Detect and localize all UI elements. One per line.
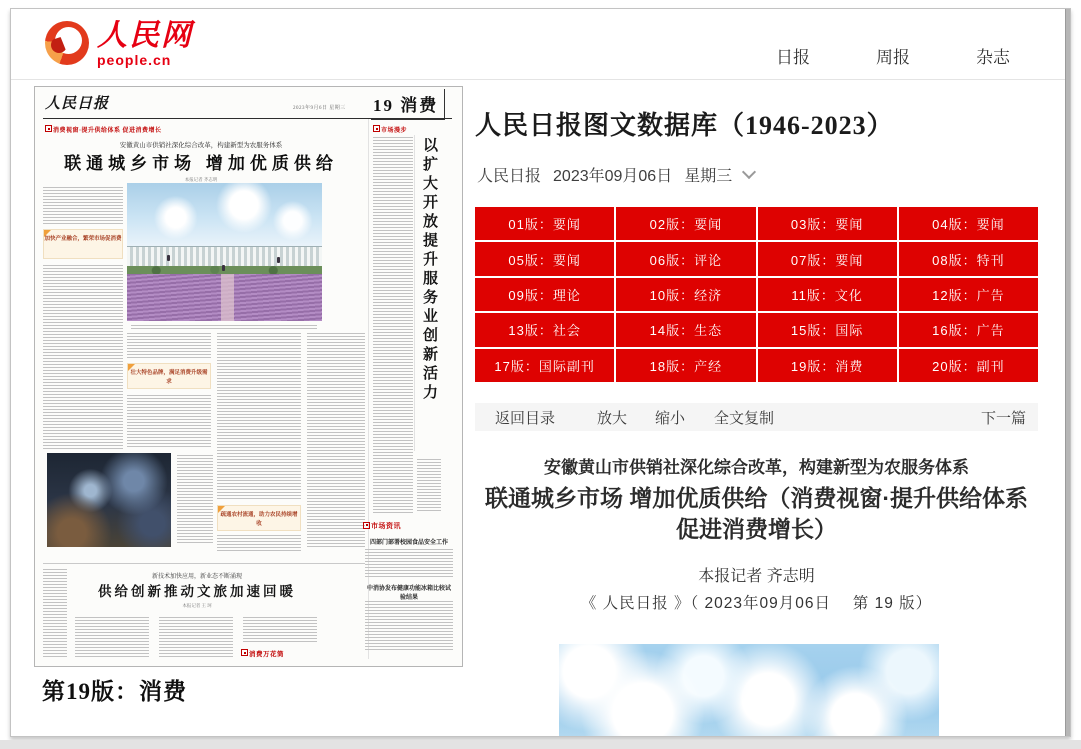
edition-link-17[interactable]: 17版：国际副刊 [475,349,614,382]
sidebar-text-columns [373,137,413,513]
red-square-icon [373,125,380,132]
person-in-field [167,255,170,261]
edition-link-18[interactable]: 18版：产经 [616,349,755,382]
paper-kaleidoscope-label: 消费万花筒 [241,649,249,656]
issue-date: 2023年09月06日 [553,168,673,185]
article-kicker: 安徽黄山市供销社深化综合改革，构建新型为农服务体系 [544,458,969,477]
nav-item-magazine[interactable]: 杂志 [976,48,1010,67]
edition-link-16[interactable]: 16版：广告 [899,313,1038,346]
top-nav [776,43,1010,68]
photo-side-caption-lines [177,455,213,543]
article-title-line1: 联通城乡市场 增加优质供给（消费视窗·提升供给体系 [484,485,1029,511]
database-title: 人民日报图文数据库（1946-2023） [475,111,894,140]
paper-byline: 本报记者 齐志明 [184,177,218,182]
red-square-icon [363,522,370,529]
peoplecn-logo[interactable] [45,21,193,67]
bottom-article-byline: 本报记者 王 珂 [182,603,212,608]
column-divider [368,119,369,659]
paper-subhead-1: 加快产业融合，繁荣市场促消费 [43,229,123,259]
paper-subhead-2: 壮大特色品牌，满足消费升级需求 [127,363,211,389]
column-divider [414,135,415,451]
edition-link-13[interactable]: 13版：社会 [475,313,614,346]
edition-link-03[interactable]: 03版：要闻 [758,207,897,240]
page-caption: 第19版：消费 [42,679,187,704]
text-columns [127,395,211,449]
paper-page-number: 19 消费 [371,89,445,120]
header-divider [11,79,1070,80]
person-in-field [222,265,225,271]
text-columns [307,333,365,547]
zoom-in-button[interactable]: 放大 [597,409,628,427]
nav-item-weekly[interactable]: 周报 [876,48,910,67]
paper-masthead: 人民日报 [45,96,110,112]
article-source: 《 人民日报 》（ 2023年09月06日 第 19 版） [580,595,933,612]
sidebar-text-columns [417,459,441,513]
person-in-field [277,257,280,263]
newspaper-page-image[interactable] [34,86,463,667]
bottom-article-kicker: 新技术加快应用，新业态不断涌现 [151,574,242,580]
brand-name: 人民网 [97,19,193,52]
article-title [475,483,1038,545]
red-square-icon [241,649,248,656]
copy-all-button[interactable]: 全文复制 [714,409,775,427]
edition-link-05[interactable]: 05版：要闻 [475,242,614,275]
edition-link-14[interactable]: 14版：生态 [616,313,755,346]
page-bottom-band [0,740,1081,749]
flower-field-photo [127,183,322,321]
nav-item-daily[interactable]: 日报 [776,48,810,67]
article-sky-photo [559,644,939,736]
text-columns [75,617,149,659]
database-panel [475,97,1038,717]
paper-rule [43,563,365,564]
edition-link-06[interactable]: 06版：评论 [616,242,755,275]
red-square-icon [45,125,52,132]
issue-weekday: 星期三 [684,168,733,185]
text-columns [43,187,123,225]
edition-link-19[interactable]: 19版：消费 [758,349,897,382]
edition-link-15[interactable]: 15版：国际 [758,313,897,346]
photo-caption-lines [131,325,317,329]
paper-news-item-2: 中消协发布健康功能冰箱比较试验结果 [366,586,451,601]
article-byline: 本报记者 齐志明 [698,568,815,585]
text-columns [217,333,301,501]
text-columns [365,549,453,577]
market-interior-photo [47,453,171,547]
edition-link-07[interactable]: 07版：要闻 [758,242,897,275]
editions-grid [475,207,1038,382]
browser-page [10,8,1071,737]
paper-rule [43,118,452,119]
paper-name: 人民日报 [477,168,542,185]
zoom-out-button[interactable]: 缩小 [655,409,686,427]
brand-domain: people.cn [97,52,172,68]
date-selector[interactable] [477,163,754,186]
scrollbar[interactable] [1065,9,1070,736]
paper-headline: 联通城乡市场 增加优质供给 [64,154,338,173]
bottom-article-headline: 供给创新推动文旅加速回暖 [98,584,296,599]
chevron-down-icon[interactable] [742,165,756,179]
edition-link-09[interactable]: 09版：理论 [475,278,614,311]
edition-link-04[interactable]: 04版：要闻 [899,207,1038,240]
paper-news-column-label: 市场资讯 [363,521,371,529]
paper-news-item-1: 四部门部署校园食品安全工作 [369,540,448,546]
edition-link-12[interactable]: 12版：广告 [899,278,1038,311]
text-columns [365,601,453,651]
text-columns [127,333,211,359]
edition-link-11[interactable]: 11版：文化 [758,278,897,311]
next-article-button[interactable]: 下一篇 [980,409,1026,427]
edition-link-10[interactable]: 10版：经济 [616,278,755,311]
article-toolbar [475,403,1038,431]
peoplecn-swirl-icon [45,21,89,65]
paper-column-label-right: 市场漫步 [373,125,381,132]
text-columns [217,535,301,551]
paper-subhead-3: 疏通农村流通，助力农民持续增收 [217,505,301,531]
text-columns [43,569,67,657]
paper-bottom-article [71,569,323,661]
paper-vertical-headline: 以扩大开放提升服务业创新活力 [421,137,437,403]
back-to-contents-button[interactable]: 返回目录 [495,409,556,427]
text-columns [159,617,233,659]
paper-issue-date: 2023年9月6日 星期三 [293,106,346,111]
text-columns [43,265,123,449]
text-columns [243,617,317,643]
edition-link-01[interactable]: 01版：要闻 [475,207,614,240]
edition-link-08[interactable]: 08版：特刊 [899,242,1038,275]
edition-link-20[interactable]: 20版：副刊 [899,349,1038,382]
paper-kicker: 安徽黄山市供销社深化综合改革，构建新型为农服务体系 [119,142,283,149]
edition-link-02[interactable]: 02版：要闻 [616,207,755,240]
article-title-line2: 促进消费增长） [676,516,837,542]
paper-column-label-left: 消费视窗·提升供给体系 促进消费增长 [45,125,53,132]
